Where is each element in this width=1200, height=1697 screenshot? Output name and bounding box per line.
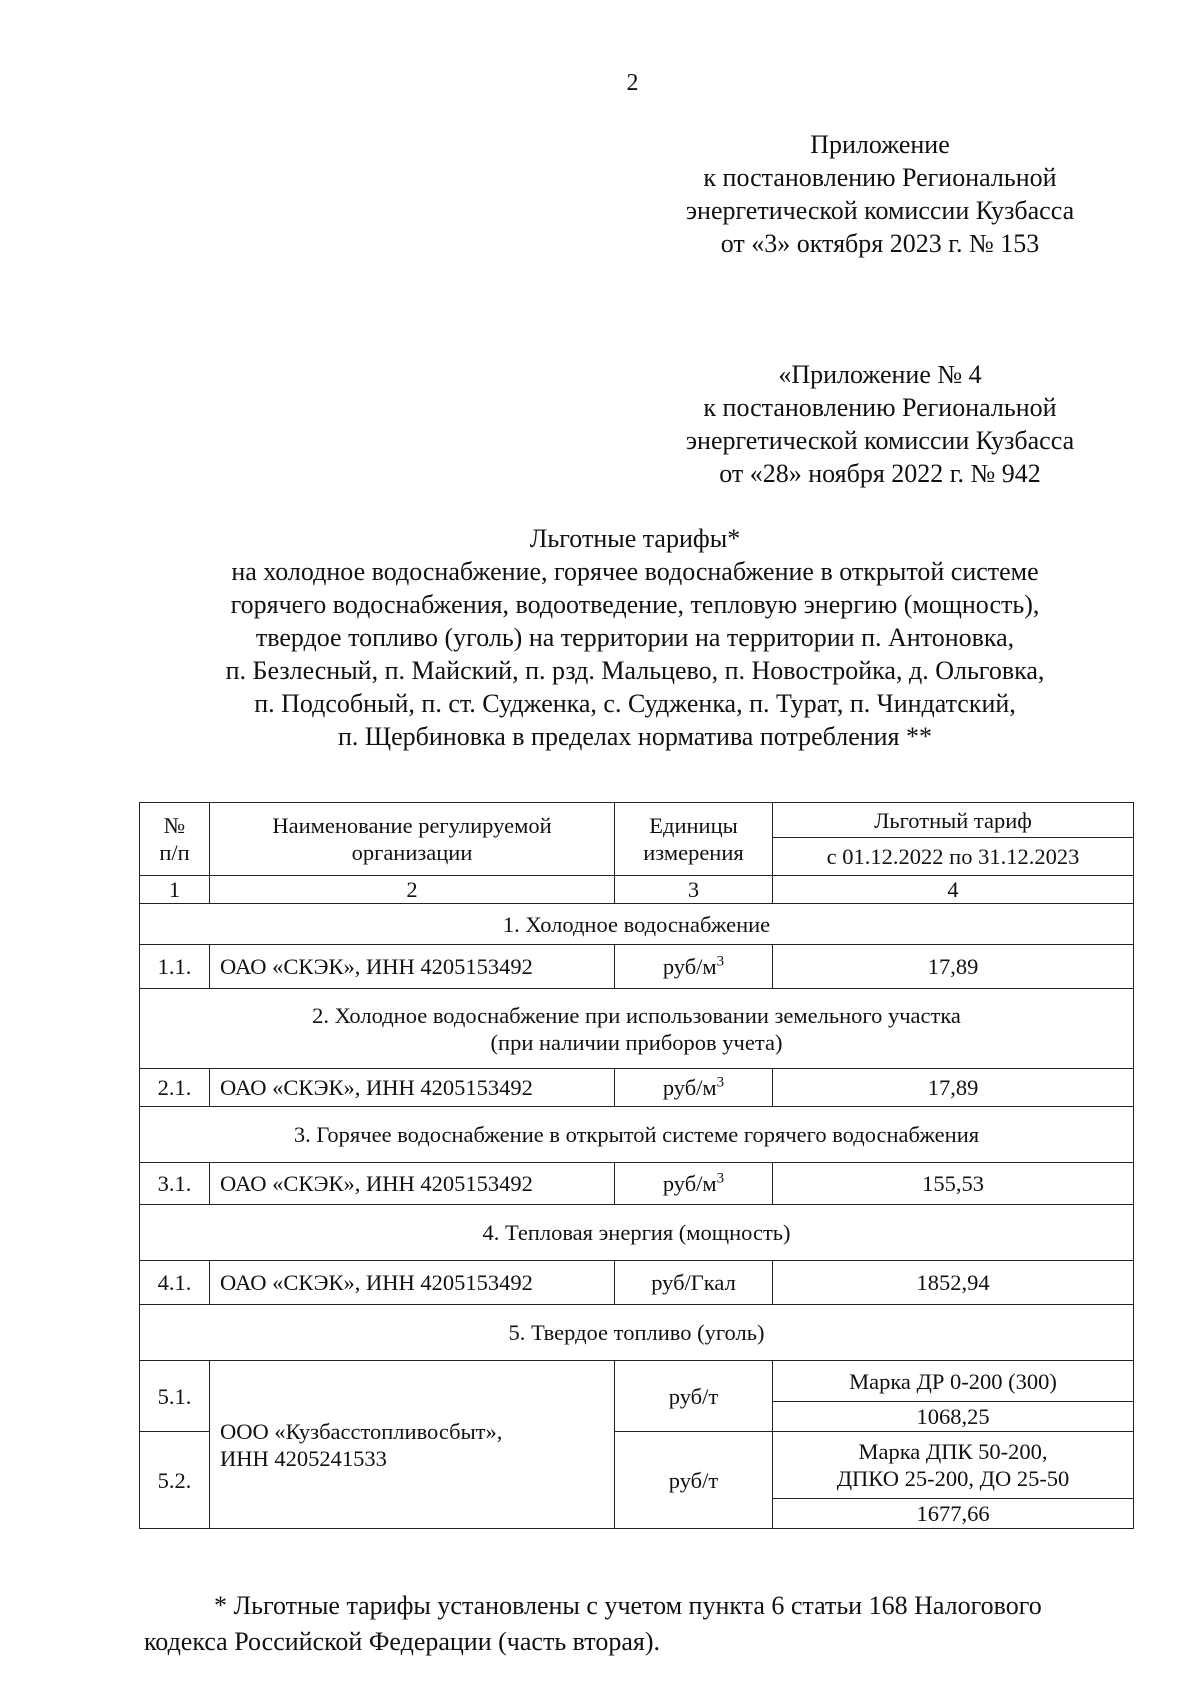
appendix4-line: энергетической комиссии Кузбасса (685, 426, 1075, 455)
section-title-line: (при наличии приборов учета) (490, 1029, 783, 1055)
row-unit (615, 1069, 773, 1107)
table-header-row (140, 803, 1134, 838)
row-num: 4.1. (140, 1261, 210, 1305)
column-number: 3 (615, 876, 773, 904)
title-line: п. Безлесный, п. Майский, п. рзд. Мальцево, п. Новостройка, д. Ольговка, (225, 656, 1045, 685)
footnote-line: кодекса Российской Федерации (часть вторая). (144, 1627, 660, 1656)
section-row (140, 989, 1134, 1069)
column-number: 2 (210, 876, 615, 904)
title-line: Льготные тарифы* (529, 524, 741, 553)
unit-superscript: 3 (716, 1074, 725, 1091)
table-row (140, 1261, 1134, 1305)
row-num: 5.1. (140, 1361, 210, 1432)
section-title (140, 989, 1134, 1069)
appendix4-line: от «28» ноября 2022 г. № 942 (719, 459, 1041, 488)
appendix-line: к постановлению Региональной (703, 163, 1057, 192)
org-line: ИНН 4205241533 (220, 1445, 387, 1471)
row-num: 2.1. (140, 1069, 210, 1107)
row-value: 1068,25 (773, 1402, 1134, 1432)
coal-grade-line: ДПКО 25-200, ДО 25-50 (836, 1466, 1070, 1491)
row-unit: руб/т (615, 1361, 773, 1432)
row-value: 17,89 (773, 1069, 1134, 1107)
coal-grade (773, 1432, 1134, 1499)
unit-superscript: 3 (716, 1170, 725, 1187)
row-org: ОАО «СКЭК», ИНН 4205153492 (210, 1069, 615, 1107)
row-org (210, 1361, 615, 1529)
section-row (140, 1205, 1134, 1261)
footnote (144, 1588, 1134, 1660)
title-line: на холодное водоснабжение, горячее водоснабжение в открытой системе (231, 557, 1039, 586)
row-unit: руб/т (615, 1432, 773, 1529)
header-unit-line: измерения (643, 840, 744, 865)
section-title-line: 2. Холодное водоснабжение при использовании земельного участка (312, 1002, 961, 1028)
header-num-line: № (163, 813, 186, 838)
appendix-header (650, 128, 1110, 260)
column-number: 4 (773, 876, 1134, 904)
coal-grade: Марка ДР 0-200 (300) (773, 1361, 1134, 1402)
header-tariff: Льготный тариф (773, 803, 1134, 838)
appendix4-line: «Приложение № 4 (778, 360, 982, 389)
unit-superscript: 3 (716, 953, 725, 970)
appendix4-line: к постановлению Региональной (703, 393, 1057, 422)
row-num: 5.2. (140, 1432, 210, 1529)
header-num (140, 803, 210, 876)
unit-text: руб/м (662, 1171, 717, 1196)
footnote-line: * Льготные тарифы установлены с учетом пункта 6 статьи 168 Налогового (214, 1591, 1042, 1620)
row-num: 1.1. (140, 945, 210, 989)
table-row (140, 1163, 1134, 1205)
appendix-line: Приложение (810, 130, 950, 159)
table-row (140, 1361, 1134, 1402)
document-title (150, 522, 1120, 753)
header-period: с 01.12.2022 по 31.12.2023 (773, 838, 1134, 876)
section-title: 3. Горячее водоснабжение в открытой системе горячего водоснабжения (140, 1107, 1134, 1163)
section-title: 1. Холодное водоснабжение (140, 904, 1134, 945)
header-org-line: организации (351, 840, 473, 865)
title-line: п. Подсобный, п. ст. Судженка, с. Судженка, п. Турат, п. Чиндатский, (254, 689, 1016, 718)
row-unit (615, 945, 773, 989)
header-org-line: Наименование регулируемой (272, 813, 552, 838)
title-line: твердое топливо (уголь) на территории на территории п. Антоновка, (255, 623, 1015, 652)
org-line: ООО «Кузбасстопливосбыт», (220, 1418, 503, 1444)
row-value: 17,89 (773, 945, 1134, 989)
row-unit: руб/Гкал (615, 1261, 773, 1305)
tariff-table (139, 802, 1134, 1529)
column-number: 1 (140, 876, 210, 904)
row-org: ОАО «СКЭК», ИНН 4205153492 (210, 945, 615, 989)
unit-text: руб/м (662, 954, 717, 979)
title-line: п. Щербиновка в пределах норматива потребления ** (337, 722, 933, 751)
header-org (210, 803, 615, 876)
row-num: 3.1. (140, 1163, 210, 1205)
row-org: ОАО «СКЭК», ИНН 4205153492 (210, 1163, 615, 1205)
appendix-line: от «3» октября 2023 г. № 153 (720, 229, 1040, 258)
coal-grade-line: Марка ДПК 50-200, (858, 1439, 1048, 1464)
row-value: 1677,66 (773, 1499, 1134, 1529)
section-title: 5. Твердое топливо (уголь) (140, 1305, 1134, 1361)
column-number-row (140, 876, 1134, 904)
table-row (140, 1069, 1134, 1107)
title-line: горячего водоснабжения, водоотведение, тепловую энергию (мощность), (230, 590, 1040, 619)
row-org: ОАО «СКЭК», ИНН 4205153492 (210, 1261, 615, 1305)
header-unit-line: Единицы (649, 813, 738, 838)
table-row (140, 945, 1134, 989)
row-unit (615, 1163, 773, 1205)
header-unit (615, 803, 773, 876)
unit-text: руб/м (662, 1075, 717, 1100)
section-row (140, 904, 1134, 945)
section-row (140, 1305, 1134, 1361)
header-num-line: п/п (159, 840, 190, 865)
section-title: 4. Тепловая энергия (мощность) (140, 1205, 1134, 1261)
page-number: 2 (626, 70, 639, 96)
row-value: 155,53 (773, 1163, 1134, 1205)
section-row (140, 1107, 1134, 1163)
appendix4-header (650, 358, 1110, 490)
row-value: 1852,94 (773, 1261, 1134, 1305)
appendix-line: энергетической комиссии Кузбасса (685, 196, 1075, 225)
